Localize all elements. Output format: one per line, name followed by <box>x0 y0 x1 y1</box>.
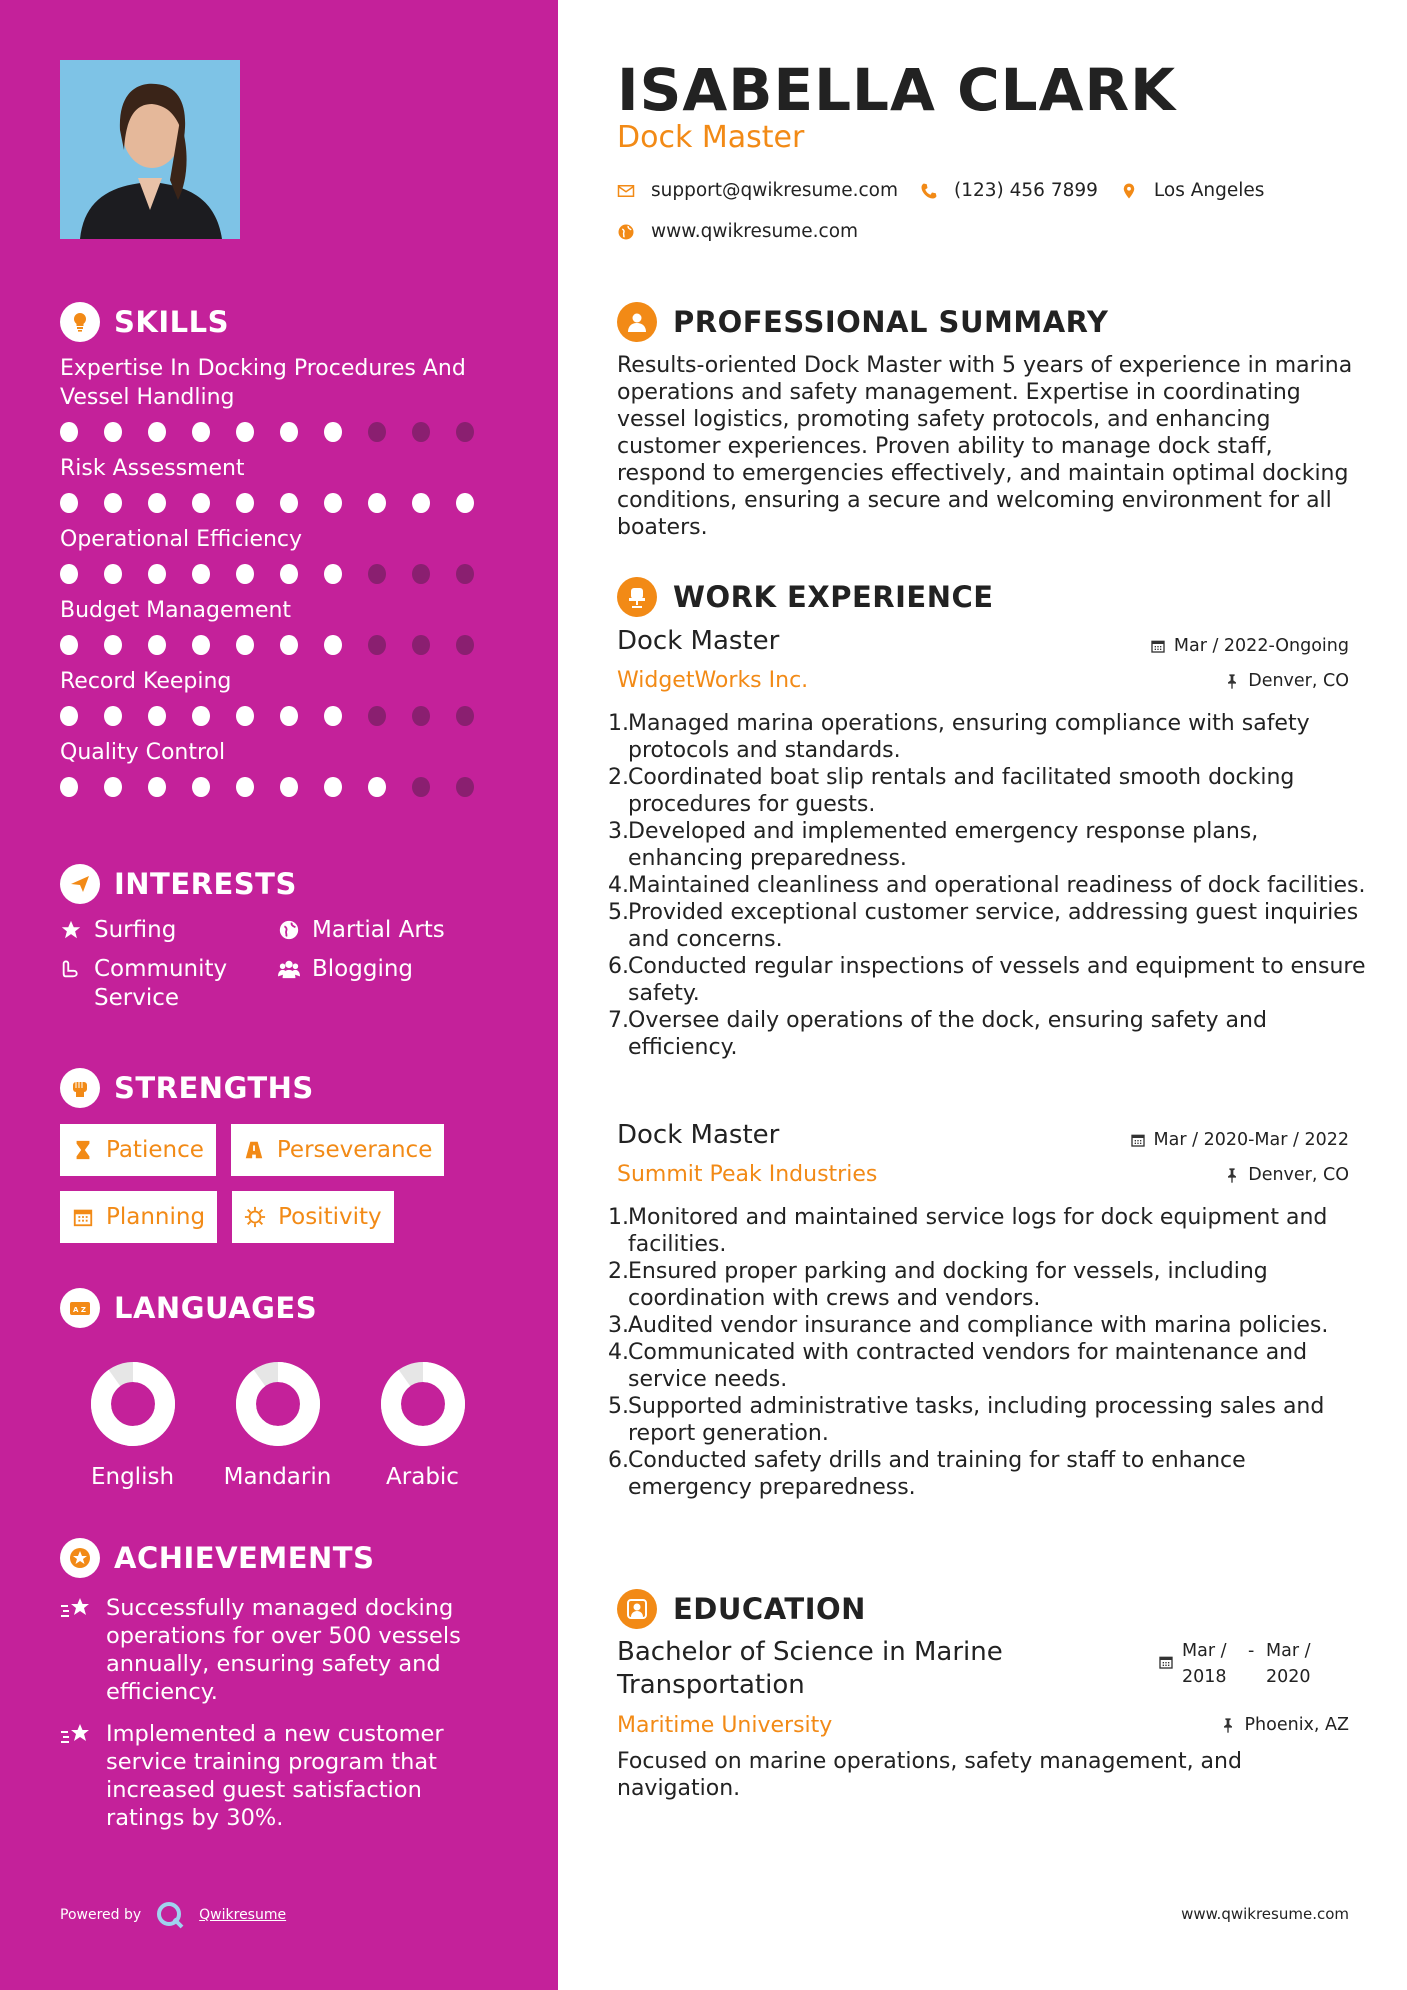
rating-dot-filled <box>236 422 254 442</box>
skill-name: Operational Efficiency <box>60 527 303 552</box>
rating-dot-filled <box>412 493 430 513</box>
rating-dot-filled <box>192 706 210 726</box>
job-dates <box>1150 636 1349 656</box>
responsibility-text: Conducted regular inspections of vessels and equipment to ensure safety. <box>628 954 1366 1006</box>
list-number: 5. <box>608 1394 629 1419</box>
job-dates-text: Mar / 2022-Ongoing <box>1173 636 1349 656</box>
rating-dot-filled <box>236 493 254 513</box>
education-header <box>617 1587 866 1631</box>
translate-icon <box>60 1288 100 1328</box>
website-text[interactable]: www.qwikresume.com <box>651 221 859 242</box>
sidebar <box>0 0 558 1990</box>
hourglass-icon <box>72 1139 94 1161</box>
graduate-icon <box>617 1589 657 1629</box>
education-dates <box>1158 1638 1326 1690</box>
interest-item <box>60 955 278 1013</box>
rating-dot-filled <box>148 564 166 584</box>
rating-dot-empty <box>412 422 430 442</box>
skills-section <box>60 300 500 799</box>
rating-dot-filled <box>324 564 342 584</box>
rating-dot-empty <box>412 706 430 726</box>
education-location <box>1220 1715 1349 1735</box>
languages-title: LANGUAGES <box>114 1291 318 1325</box>
education-location-text: Phoenix, AZ <box>1244 1715 1349 1735</box>
rating-dot-filled <box>60 493 78 513</box>
rating-dot-filled <box>192 564 210 584</box>
rating-dot-filled <box>104 777 122 797</box>
responsibility-item <box>608 953 1368 1007</box>
pin-icon <box>1220 1717 1236 1733</box>
interests-list <box>60 916 500 1013</box>
rating-dot-filled <box>104 493 122 513</box>
rating-dot-filled <box>280 422 298 442</box>
summary-header <box>617 300 1108 344</box>
user-icon <box>617 302 657 342</box>
education-title: EDUCATION <box>673 1592 866 1626</box>
education-description: Focused on marine operations, safety management, and navigation. <box>617 1749 1242 1801</box>
languages-list <box>60 1360 500 1490</box>
rating-dot-filled <box>324 635 342 655</box>
rating-dot-filled <box>280 635 298 655</box>
rating-dot-filled <box>148 422 166 442</box>
rating-dot-empty <box>412 635 430 655</box>
job-company: WidgetWorks Inc. <box>617 668 809 693</box>
interest-label: Martial Arts <box>312 917 445 943</box>
envelope-icon <box>617 182 635 200</box>
rating-dot-filled <box>324 493 342 513</box>
strengths-section <box>60 1066 500 1243</box>
list-number: 2. <box>608 1259 629 1284</box>
fist-icon <box>60 1068 100 1108</box>
responsibility-text: Monitored and maintained service logs for dock equipment and facilities. <box>628 1205 1328 1257</box>
strength-badge <box>231 1124 444 1176</box>
responsibility-text: Audited vendor insurance and compliance with marina policies. <box>628 1313 1329 1338</box>
responsibility-item <box>608 872 1368 899</box>
calendar-icon <box>1130 1132 1146 1148</box>
rating-dot-filled <box>236 564 254 584</box>
rating-dot-filled <box>324 422 342 442</box>
skill-item <box>60 738 500 799</box>
interest-item <box>278 955 496 1013</box>
location-item <box>1120 180 1265 201</box>
list-number: 5. <box>608 900 629 925</box>
list-number: 4. <box>608 1340 629 1365</box>
interest-item <box>60 916 278 945</box>
job-dates-text: Mar / 2020-Mar / 2022 <box>1153 1130 1349 1150</box>
responsibility-item <box>608 764 1368 818</box>
job-responsibilities <box>608 710 1368 1061</box>
skill-name: Budget Management <box>60 598 292 623</box>
responsibility-item <box>608 1204 1368 1258</box>
language-ring-fill <box>391 1372 455 1436</box>
interests-title: INTERESTS <box>114 867 297 901</box>
heart-hand-icon <box>60 958 82 980</box>
list-number: 3. <box>608 819 629 844</box>
skill-rating <box>60 491 500 515</box>
job-location-text: Denver, CO <box>1248 1165 1349 1185</box>
rating-dot-empty <box>412 564 430 584</box>
email-text[interactable]: support@qwikresume.com <box>651 180 898 201</box>
road-icon <box>243 1139 265 1161</box>
language-level-ring <box>379 1360 467 1448</box>
profile-photo <box>60 60 240 239</box>
interest-label: Community Service <box>94 956 228 1011</box>
globe-icon <box>617 223 635 241</box>
achievement-text: Successfully managed docking operations for over 500 vessels annually, ensuring safety and efficiency. <box>106 1595 461 1705</box>
language-name: Arabic <box>386 1464 459 1490</box>
responsibility-text: Oversee daily operations of the dock, ensuring safety and efficiency. <box>628 1008 1267 1060</box>
person-portrait-icon <box>60 60 240 239</box>
users-icon <box>278 958 300 980</box>
rating-dot-filled <box>60 422 78 442</box>
skill-item <box>60 454 500 515</box>
responsibility-text: Maintained cleanliness and operational readiness of dock facilities. <box>628 873 1366 898</box>
summary-text: Results-oriented Dock Master with 5 years of experience in marina operations and safety management. Expertise in coordinating vessel logistics, promoting safety protocols, and enhancing customer experiences. Proven ability to manage dock staff, respond to emergencies effectively, and maintain optimal docking conditions, ensuring a secure and welcoming environment for all boaters. <box>617 353 1353 540</box>
achievements-section <box>60 1536 500 1832</box>
language-name: English <box>90 1464 175 1490</box>
responsibility-text: Coordinated boat slip rentals and facilitated smooth docking procedures for guests. <box>628 765 1295 817</box>
footer-url[interactable]: www.qwikresume.com <box>1181 1905 1349 1923</box>
rating-dot-filled <box>104 564 122 584</box>
languages-header <box>60 1286 500 1330</box>
language-name: Mandarin <box>223 1464 332 1490</box>
list-number: 6. <box>608 954 629 979</box>
rating-dot-filled <box>104 422 122 442</box>
rating-dot-empty <box>368 635 386 655</box>
skill-name: Record Keeping <box>60 669 232 694</box>
strengths-list <box>60 1124 480 1243</box>
responsibility-text: Developed and implemented emergency response plans, enhancing preparedness. <box>628 819 1259 871</box>
skill-name: Quality Control <box>60 740 226 765</box>
language-ring-fill <box>101 1372 165 1436</box>
svg-text:A Z: A Z <box>73 1306 86 1314</box>
skill-item <box>60 525 500 586</box>
rating-dot-empty <box>368 422 386 442</box>
location-text: Los Angeles <box>1153 180 1265 201</box>
education-start: Mar / 2018 <box>1182 1641 1227 1687</box>
responsibility-item <box>608 1339 1368 1393</box>
paper-plane-icon <box>60 864 100 904</box>
responsibility-text: Supported administrative tasks, including processing sales and report generation. <box>628 1394 1325 1446</box>
language-item <box>60 1360 205 1490</box>
strength-label: Planning <box>106 1204 206 1230</box>
rating-dot-filled <box>148 635 166 655</box>
responsibility-text: Provided exceptional customer service, addressing guest inquiries and concerns. <box>628 900 1359 952</box>
rating-dot-empty <box>456 564 474 584</box>
rating-dot-filled <box>236 635 254 655</box>
responsibility-text: Managed marina operations, ensuring compliance with safety protocols and standards. <box>628 711 1310 763</box>
rating-dot-filled <box>192 777 210 797</box>
phone-text[interactable]: (123) 456 7899 <box>954 180 1098 201</box>
job-dates <box>1130 1130 1349 1150</box>
lightbulb-icon <box>60 302 100 342</box>
responsibility-item <box>608 1312 1368 1339</box>
rating-dot-filled <box>148 706 166 726</box>
strength-label: Patience <box>106 1137 204 1163</box>
responsibility-item <box>608 1447 1368 1501</box>
rating-dot-filled <box>456 493 474 513</box>
phone-item <box>920 180 1098 201</box>
responsibility-text: Communicated with contracted vendors for maintenance and service needs. <box>628 1340 1308 1392</box>
job-responsibilities <box>608 1204 1368 1501</box>
rating-dot-empty <box>456 706 474 726</box>
education-school: Maritime University <box>617 1713 833 1738</box>
education-end: Mar / 2020 <box>1266 1641 1311 1687</box>
list-number: 3. <box>608 1313 629 1338</box>
language-item <box>350 1360 495 1490</box>
rating-dot-filled <box>192 635 210 655</box>
skill-name: Expertise In Docking Procedures And Vessel Handling <box>60 356 466 410</box>
skill-rating <box>60 633 500 657</box>
person-name: ISABELLA CLARK <box>617 56 1177 124</box>
responsibility-text: Conducted safety drills and training for staff to enhance emergency preparedness. <box>628 1448 1246 1500</box>
skill-item <box>60 667 500 728</box>
achievements-header <box>60 1536 500 1580</box>
strength-label: Perseverance <box>276 1137 433 1163</box>
rating-dot-filled <box>236 777 254 797</box>
rating-dot-filled <box>60 635 78 655</box>
website-item <box>617 221 858 242</box>
map-pin-icon <box>1120 182 1138 200</box>
rating-dot-filled <box>60 777 78 797</box>
star-icon <box>60 919 82 941</box>
rating-dot-filled <box>280 564 298 584</box>
main-content <box>558 0 1407 1990</box>
rating-dot-empty <box>368 564 386 584</box>
language-level-ring <box>234 1360 322 1448</box>
rating-dot-filled <box>324 706 342 726</box>
powered-by <box>60 1900 286 1930</box>
achievement-item <box>60 1720 500 1832</box>
responsibility-text: Ensured proper parking and docking for vessels, including coordination with crews and vendors. <box>628 1259 1268 1311</box>
rating-dot-filled <box>368 493 386 513</box>
date-separator: - <box>1248 1641 1255 1661</box>
job-location <box>1224 1165 1349 1185</box>
rating-dot-filled <box>148 777 166 797</box>
skills-title: SKILLS <box>114 305 229 339</box>
calendar-icon <box>72 1206 94 1228</box>
rating-dot-empty <box>368 706 386 726</box>
achievement-item <box>60 1594 500 1706</box>
strength-badge <box>60 1191 217 1243</box>
list-number: 7. <box>608 1008 629 1033</box>
rating-dot-filled <box>104 635 122 655</box>
rating-dot-filled <box>368 777 386 797</box>
email-item <box>617 180 898 201</box>
responsibility-item <box>608 1258 1368 1312</box>
education-degree: Bachelor of Science in Marine Transportation <box>617 1637 1003 1700</box>
skill-rating <box>60 420 500 444</box>
shooting-star-icon <box>60 1722 92 1748</box>
strength-label: Positivity <box>278 1204 382 1230</box>
list-number: 1. <box>608 1205 629 1230</box>
achievements-title: ACHIEVEMENTS <box>114 1541 375 1575</box>
award-star-icon <box>60 1538 100 1578</box>
rating-dot-filled <box>192 493 210 513</box>
qwikresume-logo-icon <box>155 1900 185 1930</box>
language-level-ring <box>89 1360 177 1448</box>
strengths-title: STRENGTHS <box>114 1071 314 1105</box>
skill-name: Risk Assessment <box>60 456 245 481</box>
pin-icon <box>1224 1167 1240 1183</box>
rating-dot-empty <box>412 777 430 797</box>
rating-dot-filled <box>192 422 210 442</box>
contact-row <box>617 180 1286 201</box>
experience-title: WORK EXPERIENCE <box>673 580 994 614</box>
job-location <box>1224 671 1349 691</box>
website-row <box>617 221 880 242</box>
list-number: 4. <box>608 873 629 898</box>
achievement-text: Implemented a new customer service training program that increased guest satisfaction ratings by 30%. <box>106 1721 444 1831</box>
language-ring-fill <box>246 1372 310 1436</box>
powered-by-label: Powered by <box>60 1907 142 1923</box>
job-title: Dock Master <box>617 1120 780 1150</box>
calendar-icon <box>1150 638 1166 654</box>
person-role: Dock Master <box>617 120 805 155</box>
list-number: 1. <box>608 711 629 736</box>
strength-badge <box>232 1191 394 1243</box>
phone-icon <box>920 182 938 200</box>
languages-section <box>60 1286 500 1490</box>
rating-dot-filled <box>60 706 78 726</box>
responsibility-item <box>608 710 1368 764</box>
sun-icon <box>244 1206 266 1228</box>
rating-dot-filled <box>280 777 298 797</box>
language-item <box>205 1360 350 1490</box>
job-title: Dock Master <box>617 626 780 656</box>
responsibility-item <box>608 899 1368 953</box>
strength-badge <box>60 1124 216 1176</box>
globe-icon <box>278 919 300 941</box>
briefcase-chair-icon <box>617 577 657 617</box>
shooting-star-icon <box>60 1596 92 1622</box>
rating-dot-empty <box>456 777 474 797</box>
rating-dot-filled <box>60 564 78 584</box>
qwikresume-link[interactable]: Qwikresume <box>199 1907 287 1923</box>
skill-item <box>60 354 500 444</box>
responsibility-item <box>608 818 1368 872</box>
summary-title: PROFESSIONAL SUMMARY <box>673 305 1109 339</box>
skill-item <box>60 596 500 657</box>
rating-dot-filled <box>280 493 298 513</box>
rating-dot-filled <box>236 706 254 726</box>
responsibility-item <box>608 1007 1368 1061</box>
rating-dot-empty <box>456 635 474 655</box>
skills-list <box>60 354 500 799</box>
job-company: Summit Peak Industries <box>617 1162 878 1187</box>
responsibility-item <box>608 1393 1368 1447</box>
rating-dot-filled <box>280 706 298 726</box>
skills-header <box>60 300 500 344</box>
pin-icon <box>1224 673 1240 689</box>
skill-rating <box>60 704 500 728</box>
rating-dot-filled <box>324 777 342 797</box>
list-number: 6. <box>608 1448 629 1473</box>
interests-section <box>60 862 500 1013</box>
strengths-header <box>60 1066 500 1110</box>
experience-header <box>617 575 994 619</box>
interests-header <box>60 862 500 906</box>
skill-rating <box>60 562 500 586</box>
list-number: 2. <box>608 765 629 790</box>
rating-dot-empty <box>456 422 474 442</box>
skill-rating <box>60 775 500 799</box>
rating-dot-filled <box>148 493 166 513</box>
job-location-text: Denver, CO <box>1248 671 1349 691</box>
interest-label: Surfing <box>94 917 177 943</box>
calendar-icon <box>1158 1654 1174 1670</box>
rating-dot-filled <box>104 706 122 726</box>
interest-label: Blogging <box>312 956 414 982</box>
interest-item <box>278 916 496 945</box>
